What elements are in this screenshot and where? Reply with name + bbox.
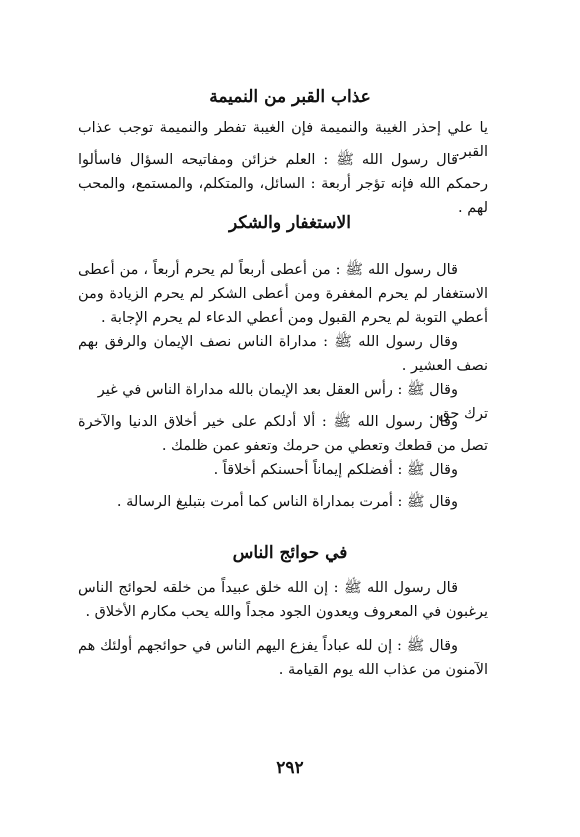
paragraph: وقال رسول الله ﷺ : مداراة الناس نصف الإيمان والرفق بهم نصف العشير . — [78, 334, 488, 374]
page-number: ٢٩٢ — [276, 758, 304, 778]
paragraph: قال رسول الله ﷺ : من أعطى أربعاً لم يحرم أربعاً ، من أعطى الاستغفار لم يحرم المغفرة ومن أعطى الشكر لم يحرم الزيادة ومن أعطي التوبة لم يحرم القبول ومن أعطي الدعاء لم يحرم الإجابة . — [78, 262, 488, 326]
paragraph: وقال ﷺ : إن لله عباداً يفزع اليهم الناس في حوائجهم أولئك هم الآمنون من عذاب الله يوم القيامة . — [78, 638, 488, 678]
section-heading-peoples-needs: في حوائج الناس — [232, 543, 348, 563]
paragraph: وقال ﷺ : رأس العقل بعد الإيمان بالله مداراة الناس في غير ترك حق . — [97, 382, 488, 422]
paragraph: قال رسول الله ﷺ : العلم خزائن ومفاتيحه السؤال فاسألوا رحمكم الله فإنه تؤجر أربعة : السائل، والمتكلم، والمستمع، والمحب لهم . — [78, 152, 488, 216]
paragraph: يا علي إحذر الغيبة والنميمة فإن الغيبة تفطر والنميمة توجب عذاب القبر. — [78, 120, 488, 160]
section-heading-grave-punishment: عذاب القبر من النميمة — [209, 87, 371, 107]
paragraph: وقال ﷺ : أمرت بمداراة الناس كما أمرت بتبليغ الرسالة . — [116, 494, 458, 510]
section-heading-forgiveness-gratitude: الاستغفار والشكر — [229, 213, 351, 233]
paragraph: قال رسول الله ﷺ : إن الله خلق عبيداً من خلقه لحوائج الناس يرغبون في المعروف ويعدون الجود مجداً والله يحب مكارم الأخلاق . — [78, 580, 488, 620]
paragraph: وقال ﷺ : أفضلكم إيماناً أحسنكم أخلاقاً . — [213, 462, 458, 478]
paragraph: وقال رسول الله ﷺ : ألا أدلكم على خير أخلاق الدنيا والآخرة تصل من قطعك وتعطي من حرمك وتعفو عمن ظلمك . — [78, 414, 488, 454]
